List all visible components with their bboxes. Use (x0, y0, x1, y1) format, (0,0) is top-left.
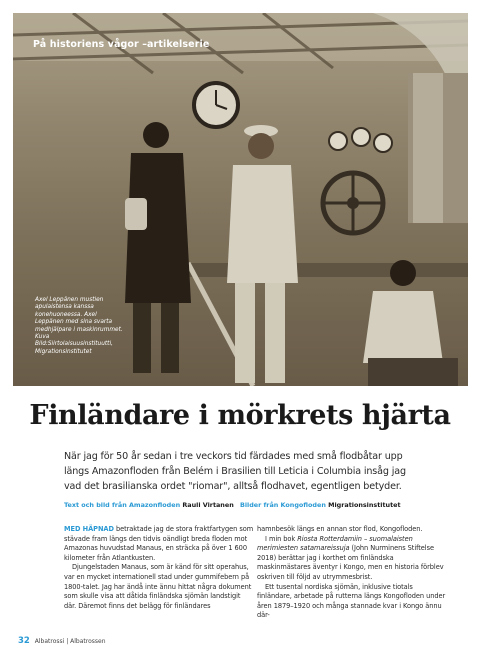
body-column-left (64, 525, 254, 611)
body-text: (John Nurminens Stiftelse 2018) berättar jag i korthet om finländska maskinmästares äventyr i Kongo, men en historia förblev oskriven till följd av utrymmesbrist. (257, 544, 444, 581)
body-paragraph: Djungelstaden Manaus, som är känd för sitt operahus, var en mycket internationell stad under gummifebern på 1800-talet. Jag har ändå inte ännu hittat några dokument som skulle visa att dåtida finländska sjömän landstigit där. Däremot finns det belägg för finländares (64, 563, 252, 610)
publication-name: Albatrossi | Albatrossen (34, 638, 106, 645)
series-label: På historiens vågor –artikelserie (33, 39, 210, 50)
book-title: Riosta Rotterdamiin – suomalaisten merimiesten satamareissuja (257, 534, 413, 553)
page-footer (18, 636, 106, 646)
article-lead: När jag för 50 år sedan i tre veckors tid färdades med små flodbåtar upp längs Amazonfloden från Belém i Brasilien till Leticia i Columbia insåg jag vad det brasilianska ordet "riomar", alltså flodhavet, egentligen betyder. (64, 451, 406, 492)
body-text: betraktade jag de stora fraktfartygen som stävade fram längs den tidvis oändligt breda floden mot Amazonas huvudstad Manaus, en sträcka på över 1 600 kilometer från Atlantkusten. (64, 525, 254, 562)
byline-author: Rauli Virtanen (182, 501, 234, 509)
body-text: I min bok (265, 534, 296, 543)
caption-credit: Kuva Bild:Siirtolaisuusinstituutti, Migrationsinstitutet (35, 334, 113, 355)
byline-label-text: Text och bild från Amazonfloden (64, 501, 181, 509)
body-column-right (257, 525, 447, 621)
article-headline: Finländare i mörkrets hjärta (29, 400, 451, 431)
caption-text: Axel Leppänen mustien apulaistensa kanssa konehuoneessa. Axel Leppänen med sina svarta medhjälpare i maskinrummet. (35, 297, 123, 333)
byline-label-images: Bilder från Kongofloden (239, 501, 326, 509)
kicker: MED HÄPNAD (64, 525, 114, 533)
body-paragraph: Ett tusental nordiska sjömän, inklusive tiotals finländare, arbetade på rutterna längs Kongofloden under åren 1879–1920 och många stannade kvar i Kongo ännu där- (257, 582, 446, 620)
photo-caption (35, 297, 127, 356)
byline-image-source: Migrationsinstitutet (328, 501, 401, 509)
body-paragraph (64, 525, 254, 563)
page-number: 32 (18, 636, 30, 646)
body-paragraph (257, 535, 447, 583)
body-paragraph: hamnbesök längs en annan stor flod, Kongofloden. (257, 525, 423, 533)
bylines (64, 501, 454, 509)
article-photo (13, 13, 468, 386)
